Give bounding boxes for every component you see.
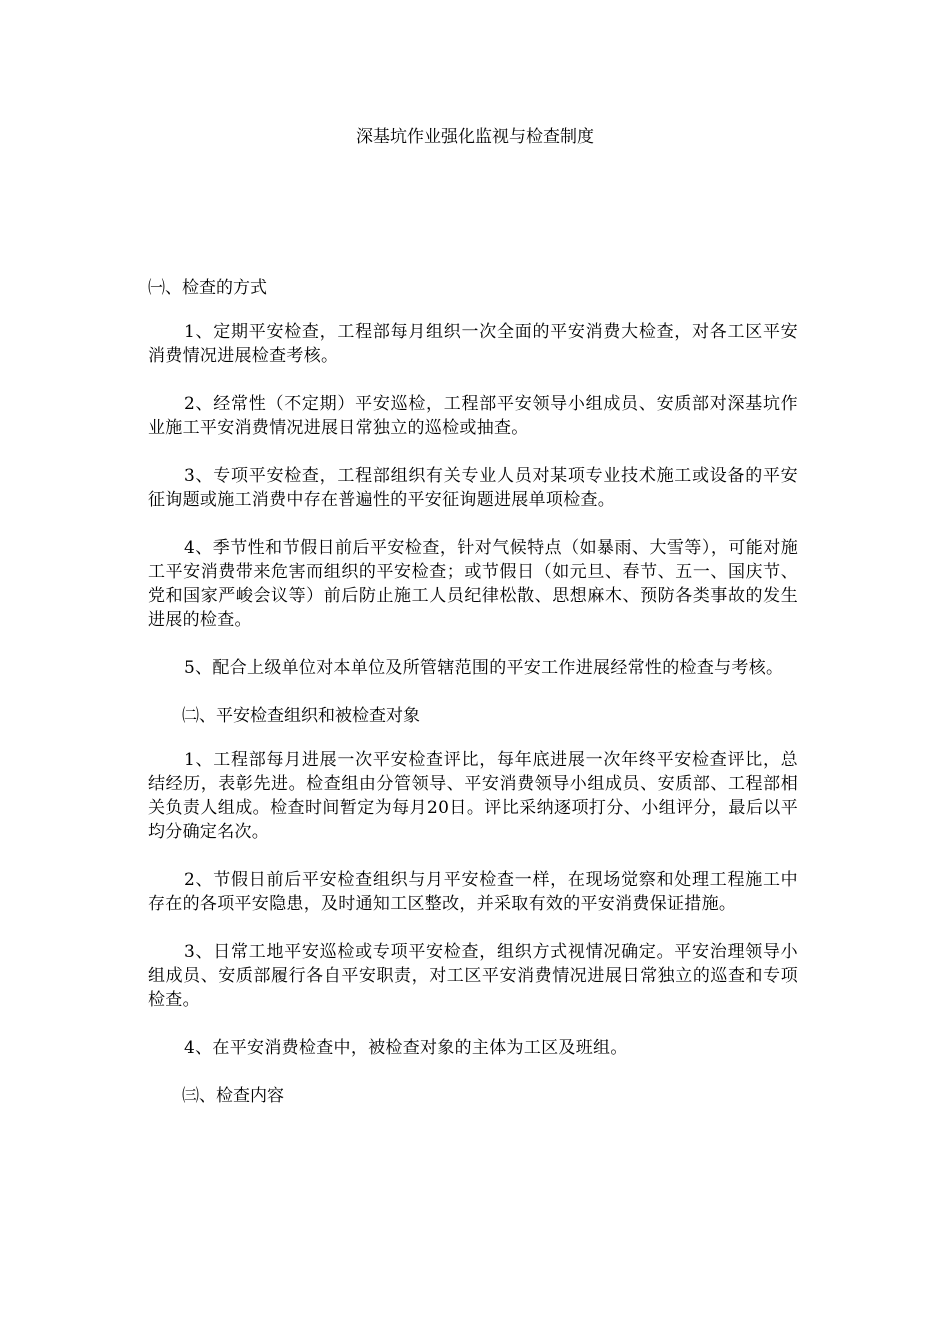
paragraph: 4、季节性和节假日前后平安检查，针对气候特点（如暴雨、大雪等），可能对施工平安消费带来危害而组织的平安检查；或节假日（如元旦、春节、五一、国庆节、党和国家严峻会议等）前后防止施工人员纪律松散、思想麻木、预防各类事故的发生进展的检查。 [148,538,798,630]
document-body [148,276,798,1128]
paragraph: 3、日常工地平安巡检或专项平安检查，组织方式视情况确定。平安治理领导小组成员、安质部履行各自平安职责，对工区平安消费情况进展日常独立的巡查和专项检查。 [148,942,798,1010]
paragraph: 5、配合上级单位对本单位及所管辖范围的平安工作进展经常性的检查与考核。 [184,658,784,678]
section-heading-3: ㈢、检查内容 [182,1086,284,1106]
paragraph: 3、专项平安检查，工程部组织有关专业人员对某项专业技术施工或设备的平安征询题或施工消费中存在普遍性的平安征询题进展单项检查。 [148,466,798,510]
paragraph: 2、经常性（不定期）平安巡检，工程部平安领导小组成员、安质部对深基坑作业施工平安消费情况进展日常独立的巡检或抽查。 [148,394,798,438]
document-title: 深基坑作业强化监视与检查制度 [356,127,594,147]
paragraph: 1、定期平安检查，工程部每月组织一次全面的平安消费大检查，对各工区平安消费情况进展检查考核。 [148,322,798,366]
section-heading-2: ㈡、平安检查组织和被检查对象 [182,706,420,726]
section-heading-1: ㈠、检查的方式 [148,278,267,298]
paragraph: 1、工程部每月进展一次平安检查评比，每年底进展一次年终平安检查评比，总结经历，表彰先进。检查组由分管领导、平安消费领导小组成员、安质部、工程部相关负责人组成。检查时间暂定为每月20日。评比采纳逐项打分、小组评分，最后以平均分确定名次。 [148,750,798,842]
paragraph: 4、在平安消费检查中，被检查对象的主体为工区及班组。 [184,1038,628,1058]
paragraph: 2、节假日前后平安检查组织与月平安检查一样，在现场觉察和处理工程施工中存在的各项平安隐患，及时通知工区整改，并采取有效的平安消费保证措施。 [148,870,798,914]
